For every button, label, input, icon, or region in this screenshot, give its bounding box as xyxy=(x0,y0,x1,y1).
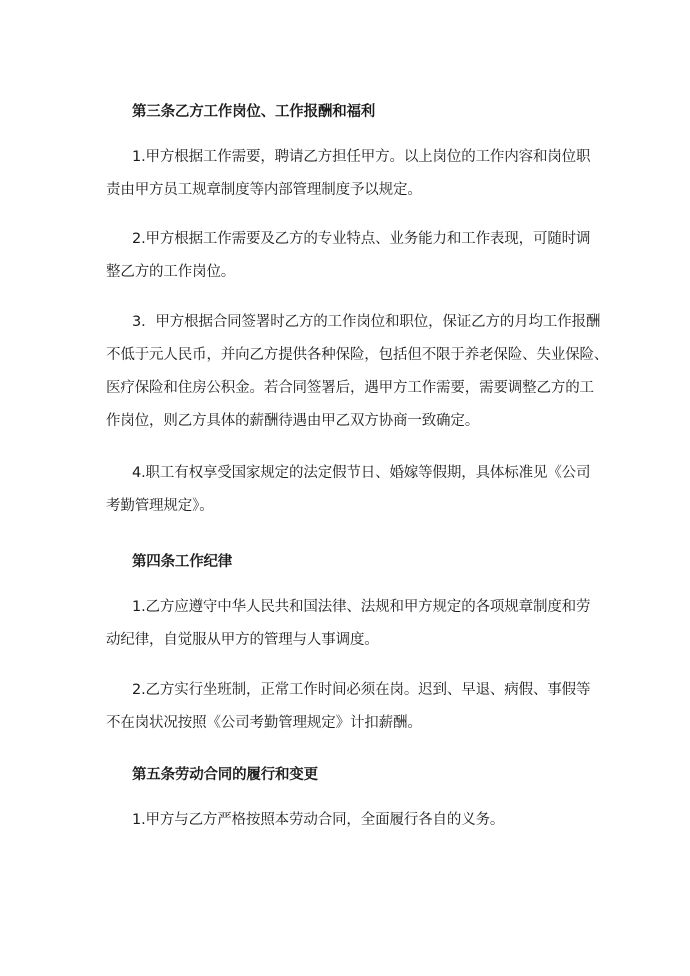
paragraph-line: 2.乙方实行坐班制，正常工作时间必须在岗。迟到、早退、病假、事假等 xyxy=(132,682,591,698)
paragraph-line: 2.甲方根据工作需要及乙方的专业特点、业务能力和工作表现，可随时调 xyxy=(132,231,591,247)
paragraph-line: 考勤管理规定》。 xyxy=(106,498,214,514)
paragraph-line: 动纪律，自觉服从甲方的管理与人事调度。 xyxy=(106,632,379,648)
paragraph-line: 整乙方的工作岗位。 xyxy=(106,264,236,280)
paragraph-line: 不低于元人民币，并向乙方提供各种保险，包括但不限于养老保险、失业保险、 xyxy=(106,347,609,363)
section-3-heading: 第三条乙方工作岗位、工作报酬和福利 xyxy=(132,104,376,120)
paragraph-line: 1.乙方应遵守中华人民共和国法律、法规和甲方规定的各项规章制度和劳 xyxy=(132,599,591,615)
section-5-heading: 第五条劳动合同的履行和变更 xyxy=(132,767,318,783)
section-3-paragraph-3 xyxy=(106,306,609,438)
section-3-paragraph-4 xyxy=(106,457,591,523)
paragraph-line: 3．甲方根据合同签署时乙方的工作岗位和职位，保证乙方的月均工作报酬 xyxy=(132,314,601,330)
paragraph-line: 作岗位，则乙方具体的薪酬待遇由甲乙双方协商一致确定。 xyxy=(106,413,480,429)
section-5-paragraph-1 xyxy=(106,804,586,837)
paragraph-line: 责由甲方员工规章制度等内部管理制度予以规定。 xyxy=(106,182,422,198)
paragraph-line: 不在岗状况按照《公司考勤管理规定》计扣薪酬。 xyxy=(106,715,422,731)
section-4-paragraph-2 xyxy=(106,674,591,740)
section-4-paragraph-1 xyxy=(106,591,591,657)
paragraph-line: 1.甲方根据工作需要，聘请乙方担任甲方。以上岗位的工作内容和岗位职 xyxy=(132,149,591,165)
section-3-paragraph-2 xyxy=(106,223,591,289)
paragraph-line: 1.甲方与乙方严格按照本劳动合同，全面履行各自的义务。 xyxy=(132,812,505,828)
section-3-paragraph-1 xyxy=(106,141,591,207)
paragraph-line: 医疗保险和住房公积金。若合同签署后，遇甲方工作需要，需要调整乙方的工 xyxy=(106,380,594,396)
section-4-heading: 第四条工作纪律 xyxy=(132,554,233,570)
paragraph-line: 4.职工有权享受国家规定的法定假节日、婚嫁等假期，具体标准见《公司 xyxy=(132,465,591,481)
